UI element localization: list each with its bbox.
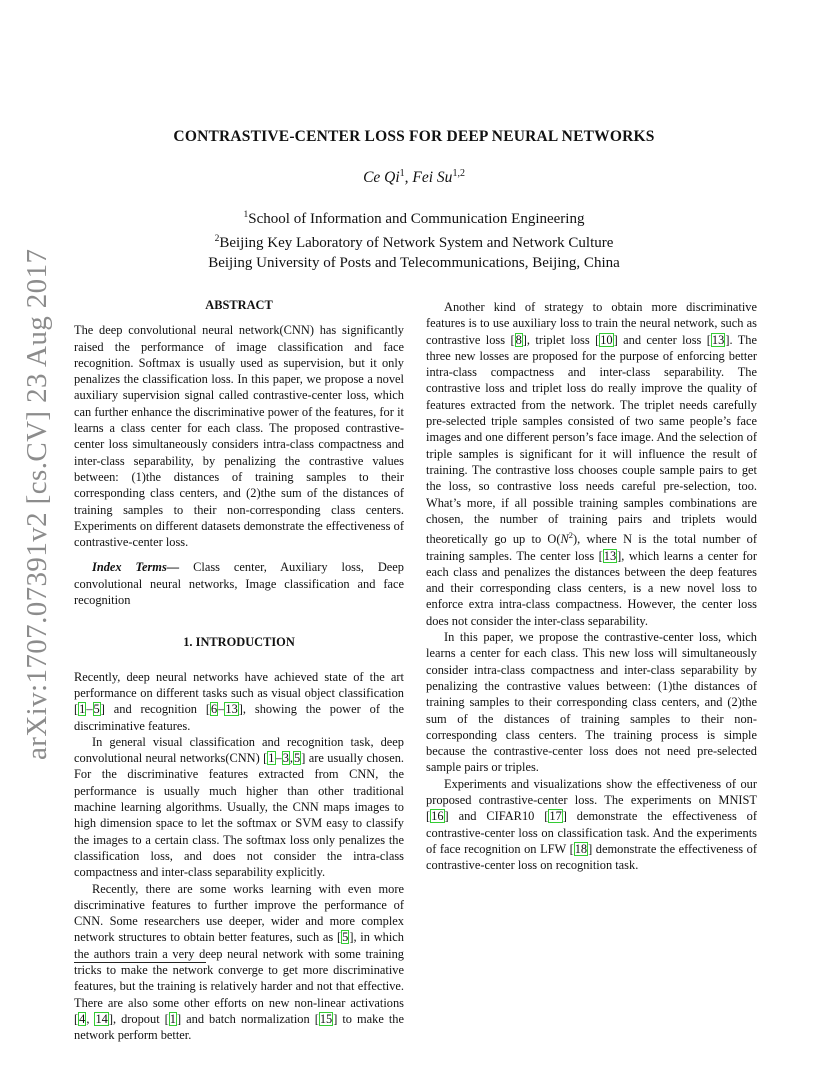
citation-link[interactable]: 1 xyxy=(169,1011,176,1026)
citation-link[interactable]: 5 xyxy=(294,751,301,766)
citation-link[interactable]: 1 xyxy=(79,702,86,717)
citation-link[interactable]: 5 xyxy=(342,930,349,945)
index-terms xyxy=(74,559,404,608)
citation-link[interactable]: 14 xyxy=(95,1011,108,1026)
author-name: Fei Su xyxy=(412,169,453,187)
math-variable: N xyxy=(560,532,569,547)
citation-link[interactable]: 1 xyxy=(268,751,275,766)
citation-link[interactable]: 6 xyxy=(210,702,218,717)
citation-link[interactable]: 13 xyxy=(711,332,725,347)
arxiv-identifier: arXiv:1707.07391v2 [cs.CV] 23 Aug 2017 xyxy=(21,248,53,760)
author-affil-marker: 1,2 xyxy=(452,168,465,179)
author-name: Ce Qi xyxy=(363,169,400,187)
index-terms-text: Class center, Auxiliary loss, Deep convolutional neural networks, Image classification and face recognition xyxy=(74,560,404,608)
intro-paragraph: In general visual classification and recognition task, deep convolutional neural networks(CNN) [1–3,5] are usually chosen. For the discriminative features extracted from CNN, the performance is usually much higher than other traditional machine learning algorithms. Usually, the CNN maps images to high dimension space to let the softmax or SVM easy to classify the images to a certain class. The softmax loss only penalizes the classification loss, and does not consider the intra-class compactness and inter-class separability explicitly. xyxy=(74,734,404,880)
intro-paragraph: Recently, deep neural networks have achieved state of the art performance on different tasks such as visual object classification [1–5] and recognition [6–13], showing the power of the discriminative features. xyxy=(74,669,404,733)
index-terms-label: Index Terms— xyxy=(92,560,180,575)
left-column xyxy=(74,297,404,1043)
intro-paragraph: In this paper, we propose the contrastive-center loss, which learns a center for each class. This new loss will simultaneously consider intra-class compactness and inter-class separability by penalizing the contrastive values between: (1)the distances of training samples to their corresponding class centers, and (2)the sum of the distances of training samples to their non-corresponding class centers. The training process is simple because the contrastive-center loss does not need pre-selected sample pairs or triples. xyxy=(426,630,757,775)
intro-paragraph: Experiments and visualizations show the effectiveness of our proposed contrastive-center loss. The experiments on MNIST [16] and CIFAR10 [17] demonstrate the effectiveness of contrastive-center loss on classification task. And the experiments of face recognition on LFW [18] demonstrate the effectiveness of contrastive-center loss on recognition task. xyxy=(426,776,758,873)
citation-link[interactable]: 13 xyxy=(603,548,617,563)
citation-link[interactable]: 18 xyxy=(574,841,588,856)
author-affil-marker: 1 xyxy=(399,168,405,179)
right-column xyxy=(426,299,757,874)
section-heading-introduction: 1. INTRODUCTION xyxy=(183,635,295,650)
citation-link[interactable]: 4 xyxy=(79,1011,86,1026)
author-line xyxy=(0,168,828,187)
citation-link[interactable]: 17 xyxy=(549,809,562,824)
author-separator: , xyxy=(404,169,413,187)
footnote-rule xyxy=(74,962,206,963)
citation-link[interactable]: 13 xyxy=(225,702,238,717)
citation-link[interactable]: 5 xyxy=(93,702,100,717)
citation-link[interactable]: 16 xyxy=(431,809,444,824)
citation-link[interactable]: 8 xyxy=(515,332,522,347)
citation-link[interactable]: 3 xyxy=(282,751,289,766)
citation-link[interactable]: 10 xyxy=(600,332,613,347)
intro-paragraph-continued: Recently, there are some works learning with even more discriminative features to further improve the performance of CNN. Some researchers use deeper, wider and more complex network structures to obtain better features, such as [5], in which the authors train a very deep neural network with some training tricks to make the network converge to get more discriminative features, but the training is relatively harder and not that effective. There are also some other efforts on new non-linear activations [4, 14], dropout [1] and batch normalization [15] to make the network perform better. xyxy=(74,881,404,1043)
intro-paragraph: Another kind of strategy to obtain more discriminative features is to use auxiliary loss to train the neural network, such as contrastive loss [8], triplet loss [10] and center loss [13]. The three new losses are proposed for the purpose of enforcing better intra-class compactness and inter-class separability. The contrastive loss and triplet loss do really improve the quality of features extracted from the network. The triplet needs carefully pre-selected triple samples consisted of two same people’s face images and one different person’s face image. And the selection of triple samples is significant for it will influence the result of training. The contrastive loss chooses couple sample pairs to get the loss, so contrastive loss needs careful pre-selection, too. What’s more, if all possible training samples combinations are chosen, the number of training pairs and triplets would theoretically go up to $O(N^2)$, where N is the total number of training samples. The center loss [13], which learns a center for each class and penalizes the distances between the deep features and their corresponding class centers, is a new novel loss to enforce extra intra-class compactness. However, the center loss does not consider the inter-class separability. xyxy=(426,300,757,628)
affiliation-line xyxy=(0,205,828,229)
math-exponent: 2 xyxy=(568,530,574,541)
abstract-text: The deep convolutional neural network(CNN) has significantly raised the performance of image classification and face recognition. Softmax is usually used as supervision, but it only penalizes the classification loss. In this paper, we propose a novel auxiliary supervision signal called contrastive-center loss, which can further enhance the discriminative power of the features, for it learns a class center for each class. The proposed contrastive-center loss simultaneously considers intra-class compactness and inter-class separability, by penalizing the contrastive values between: (1)the distances of training samples to their corresponding class centers, and (2)the sum of the distances of training samples to their non-corresponding class centers. Experiments on different datasets demonstrate the effectiveness of contrastive-center loss. xyxy=(74,323,404,550)
affil-marker: 1 xyxy=(243,210,249,220)
affiliation-text: School of Information and Communication Engineering xyxy=(248,211,585,227)
affiliation-line xyxy=(0,229,828,253)
affiliation-text: Beijing Key Laboratory of Network System and Network Culture xyxy=(219,235,614,251)
affil-marker: 2 xyxy=(214,234,220,244)
abstract-heading: ABSTRACT xyxy=(205,298,273,312)
affiliations xyxy=(0,205,828,273)
citation-link[interactable]: 15 xyxy=(319,1011,333,1026)
affiliation-line: Beijing University of Posts and Telecommunications, Beijing, China xyxy=(208,255,620,271)
paper-title: CONTRASTIVE-CENTER LOSS FOR DEEP NEURAL NETWORKS xyxy=(173,128,655,145)
